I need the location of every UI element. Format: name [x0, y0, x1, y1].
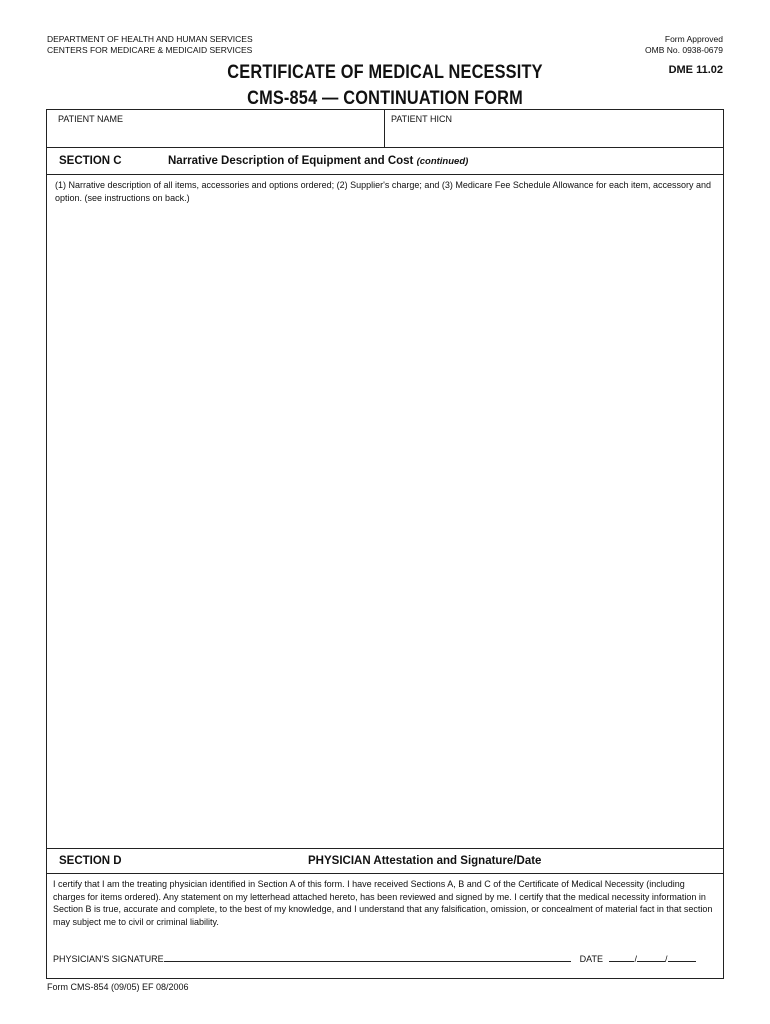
section-d-top-rule: [46, 848, 724, 849]
section-c-bottom-rule: [46, 174, 724, 175]
form-subtitle: CMS-854 — CONTINUATION FORM: [247, 88, 523, 109]
patient-divider: [384, 109, 385, 147]
patient-name-field[interactable]: [47, 125, 383, 146]
date-separator-2: /: [664, 954, 668, 964]
agency-header: [47, 34, 253, 56]
form-footer-id: Form CMS-854 (09/05) EF 08/2006: [47, 982, 189, 992]
section-d-bottom-rule: [46, 873, 724, 874]
patient-name-label: PATIENT NAME: [58, 114, 124, 124]
date-year-field[interactable]: [668, 952, 696, 962]
form-title: CERTIFICATE OF MEDICAL NECESSITY: [227, 62, 543, 83]
section-d-label: SECTION D: [59, 855, 122, 867]
approval-line-1: Form Approved: [664, 34, 723, 44]
dept-line-1: DEPARTMENT OF HEALTH AND HUMAN SERVICES: [47, 34, 253, 44]
section-c-instructions: (1) Narrative description of all items, accessories and options ordered; (2) Supplier's charge; and (3) Medicare Fee Schedule Allowance for each item, accessory and option. (see instructions on back.): [55, 180, 712, 203]
signature-line[interactable]: [164, 952, 571, 962]
section-c-title: [168, 155, 468, 167]
date-separator-1: /: [634, 954, 637, 964]
patient-hicn-label: PATIENT HICN: [391, 114, 453, 124]
physician-attestation: I certify that I am the treating physician identified in Section A of this form. I have received Sections A, B and C of the Certificate of Medical Necessity (including charges for items ordered). Any statement on my letterhead attached hereto, has been reviewed and signed by me. I certify that the medical necessity information in Section B is true, accurate and complete, to the best of my knowledge, and I understand that any falsification, omission, or concealment of material fact in that section may subject me to civil or criminal liability.: [53, 879, 713, 927]
date-month-field[interactable]: [609, 952, 634, 962]
section-c-title-suffix: (continued): [416, 156, 469, 167]
signature-row: [53, 952, 696, 964]
section-c-title-text: Narrative Description of Equipment and Cost: [168, 155, 414, 167]
date-label: DATE: [579, 954, 603, 964]
narrative-text-area[interactable]: [47, 206, 723, 846]
approval-header: [645, 34, 723, 56]
dept-line-2: CENTERS FOR MEDICARE & MEDICAID SERVICES: [47, 45, 253, 55]
section-c-label: SECTION C: [59, 155, 122, 167]
section-d-title: PHYSICIAN Attestation and Signature/Date: [308, 855, 542, 867]
approval-line-2: OMB No. 0938-0679: [645, 45, 723, 55]
patient-hicn-field[interactable]: [386, 125, 722, 146]
date-day-field[interactable]: [637, 952, 665, 962]
signature-label: PHYSICIAN'S SIGNATURE: [53, 954, 164, 964]
form-code: DME 11.02: [668, 64, 723, 76]
section-c-top-rule: [46, 147, 724, 148]
